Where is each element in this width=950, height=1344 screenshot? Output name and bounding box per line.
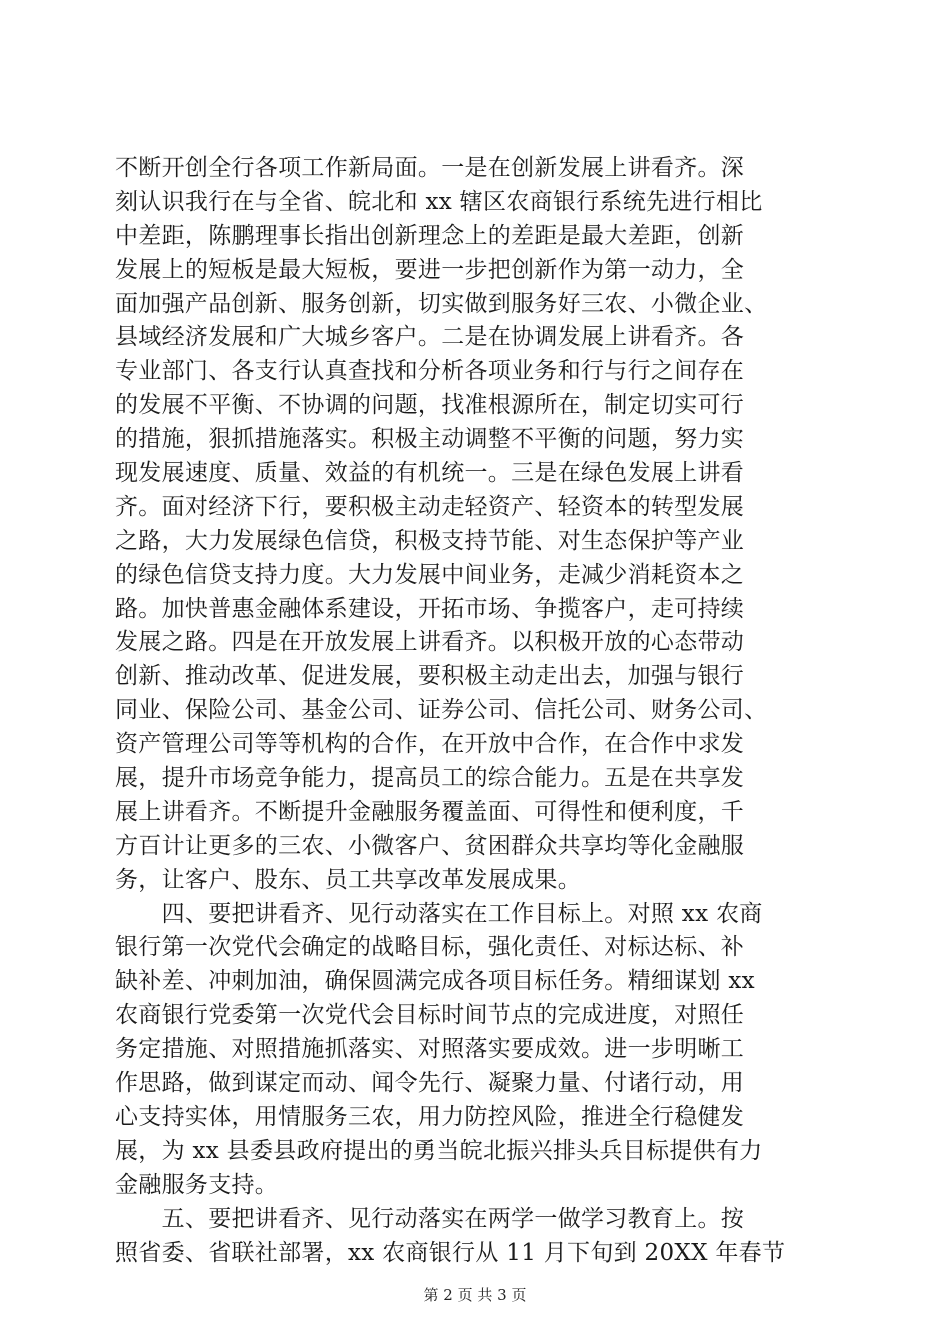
- text-line: 照省委、省联社部署，xx 农商银行从 11 月下旬到 20XX 年春节: [115, 1239, 786, 1266]
- text-line: 金融服务支持。: [115, 1171, 279, 1198]
- text-line: 之路，大力发展绿色信贷，积极支持节能、对生态保护等产业: [115, 527, 745, 554]
- text-line: 四、要把讲看齐、见行动落实在工作目标上。对照 xx 农商: [115, 900, 763, 927]
- text-line: 发展上的短板是最大短板，要进一步把创新作为第一动力，全: [115, 256, 745, 283]
- text-line: 不断开创全行各项工作新局面。一是在创新发展上讲看齐。深: [115, 155, 745, 181]
- text-line: 展，为 xx 县委县政府提出的勇当皖北振兴排头兵目标提供有力: [115, 1137, 763, 1164]
- text-line: 作思路，做到谋定而动、闻令先行、凝聚力量、付诸行动，用: [115, 1070, 745, 1097]
- text-line: 创新、推动改革、促进发展，要积极主动走出去，加强与银行: [115, 663, 745, 690]
- text-line: 农商银行党委第一次党代会目标时间节点的完成进度，对照任: [115, 1002, 745, 1029]
- text-line: 五、要把讲看齐、见行动落实在两学一做学习教育上。按: [115, 1205, 745, 1232]
- text-line: 展，提升市场竞争能力，提高员工的综合能力。五是在共享发: [115, 765, 745, 792]
- text-line: 的措施，狠抓措施落实。积极主动调整不平衡的问题，努力实: [115, 426, 745, 453]
- text-line: 中差距，陈鹏理事长指出创新理念上的差距是最大差距，创新: [115, 222, 745, 249]
- text-line: 缺补差、冲刺加油，确保圆满完成各项目标任务。精细谋划 xx: [115, 968, 755, 995]
- text-line: 银行第一次党代会确定的战略目标，强化责任、对标达标、补: [115, 934, 745, 961]
- text-line: 专业部门、各支行认真查找和分析各项业务和行与行之间存在: [115, 358, 745, 385]
- text-line: 的发展不平衡、不协调的问题，找准根源所在，制定切实可行: [115, 392, 745, 419]
- text-line: 展上讲看齐。不断提升金融服务覆盖面、可得性和便利度，千: [115, 798, 745, 825]
- text-line: 刻认识我行在与全省、皖北和 xx 辖区农商银行系统先进行相比: [115, 188, 763, 215]
- page-footer: 第 2 页 共 3 页: [423, 1286, 527, 1304]
- text-line: 同业、保险公司、基金公司、证券公司、信托公司、财务公司、: [115, 697, 768, 724]
- text-line: 县域经济发展和广大城乡客户。二是在协调发展上讲看齐。各: [115, 324, 745, 351]
- text-line: 面加强产品创新、服务创新，切实做到服务好三农、小微企业、: [115, 290, 768, 317]
- text-line: 现发展速度、质量、效益的有机统一。三是在绿色发展上讲看: [115, 460, 745, 487]
- text-line: 齐。面对经济下行，要积极主动走轻资产、轻资本的转型发展: [115, 493, 745, 520]
- text-line: 路。加快普惠金融体系建设，开拓市场、争揽客户，走可持续: [115, 595, 745, 622]
- text-line: 资产管理公司等等机构的合作，在开放中合作，在合作中求发: [115, 731, 745, 758]
- text-line: 务定措施、对照措施抓落实、对照落实要成效。进一步明晰工: [115, 1036, 745, 1063]
- text-line: 务，让客户、股东、员工共享改革发展成果。: [115, 866, 581, 893]
- text-line: 发展之路。四是在开放发展上讲看齐。以积极开放的心态带动: [115, 629, 745, 656]
- body-text: [115, 152, 850, 1270]
- text-line: 方百计让更多的三农、小微客户、贫困群众共享均等化金融服: [115, 832, 745, 859]
- text-line: 的绿色信贷支持力度。大力发展中间业务，走减少消耗资本之: [115, 561, 745, 588]
- text-line: 心支持实体，用情服务三农，用力防控风险，推进全行稳健发: [115, 1103, 745, 1130]
